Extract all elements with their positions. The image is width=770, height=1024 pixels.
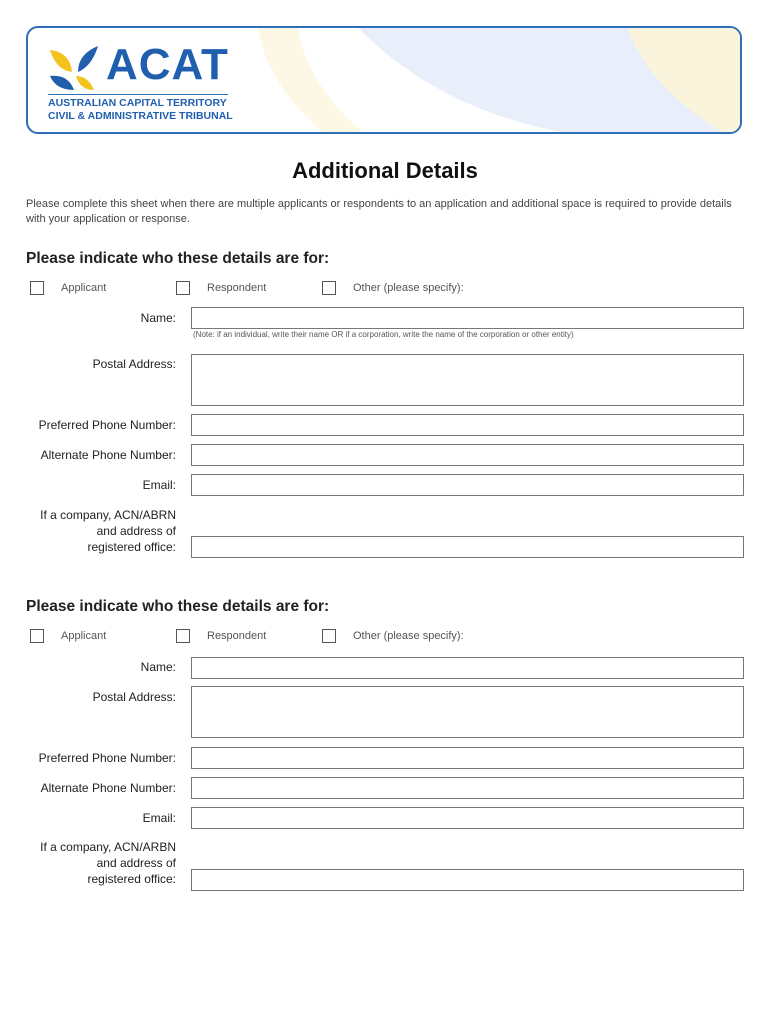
logo-subtitle-line1: AUSTRALIAN CAPITAL TERRITORY: [48, 97, 227, 109]
postal-address-field[interactable]: [191, 686, 744, 738]
company-label-line1: If a company, ACN/ARBN: [40, 840, 176, 854]
alternate-phone-label: Alternate Phone Number:: [40, 781, 176, 795]
respondent-checkbox[interactable]: [176, 629, 190, 643]
preferred-phone-label: Preferred Phone Number:: [38, 418, 176, 432]
applicant-checkbox[interactable]: [30, 629, 44, 643]
other-label: Other (please specify):: [353, 282, 464, 294]
other-checkbox[interactable]: [322, 281, 336, 295]
logo-wordmark: ACAT: [106, 40, 229, 89]
respondent-label: Respondent: [207, 630, 267, 642]
logo-subtitle-line2: CIVIL & ADMINISTRATIVE TRIBUNAL: [48, 110, 233, 122]
company-field[interactable]: [191, 869, 744, 891]
other-checkbox[interactable]: [322, 629, 336, 643]
company-label-line3: registered office:: [87, 540, 176, 554]
logo-subtitle: [48, 97, 233, 123]
email-field[interactable]: [191, 474, 744, 496]
applicant-checkbox[interactable]: [30, 281, 44, 295]
postal-address-label: Postal Address:: [92, 690, 176, 704]
postal-address-field[interactable]: [191, 354, 744, 406]
name-field[interactable]: [191, 657, 744, 679]
email-field[interactable]: [191, 807, 744, 829]
email-label: Email:: [142, 811, 176, 825]
applicant-label: Applicant: [61, 282, 107, 294]
respondent-checkbox[interactable]: [176, 281, 190, 295]
alternate-phone-field[interactable]: [191, 777, 744, 799]
company-label-line2: and address of: [96, 524, 176, 538]
name-label: Name:: [140, 660, 176, 674]
preferred-phone-field[interactable]: [191, 414, 744, 436]
section-2-heading: Please indicate who these details are for:: [26, 598, 330, 615]
company-label: [40, 507, 176, 555]
email-label: Email:: [142, 478, 176, 492]
other-label: Other (please specify):: [353, 630, 464, 642]
alternate-phone-field[interactable]: [191, 444, 744, 466]
company-label: [40, 839, 176, 887]
name-note: (Note: if an individual, write their name OR if a corporation, write the name of the corporation or other entity): [193, 330, 574, 339]
postal-address-label: Postal Address:: [92, 357, 176, 371]
header-banner: [26, 26, 742, 134]
name-field[interactable]: [191, 307, 744, 329]
company-label-line1: If a company, ACN/ABRN: [40, 508, 176, 522]
respondent-label: Respondent: [207, 282, 267, 294]
section-1-heading: Please indicate who these details are for:: [26, 250, 330, 267]
company-label-line3: registered office:: [87, 872, 176, 886]
applicant-label: Applicant: [61, 630, 107, 642]
acat-logo-icon: [48, 46, 100, 92]
intro-text: Please complete this sheet when there are multiple applicants or respondents to an application and additional space is required to provide details with your application or response.: [26, 198, 732, 225]
preferred-phone-label: Preferred Phone Number:: [38, 751, 176, 765]
name-label: Name:: [140, 311, 176, 325]
logo-divider: [48, 94, 228, 95]
alternate-phone-label: Alternate Phone Number:: [40, 448, 176, 462]
company-field[interactable]: [191, 536, 744, 558]
preferred-phone-field[interactable]: [191, 747, 744, 769]
page-title: Additional Details: [292, 158, 478, 183]
company-label-line2: and address of: [96, 856, 176, 870]
